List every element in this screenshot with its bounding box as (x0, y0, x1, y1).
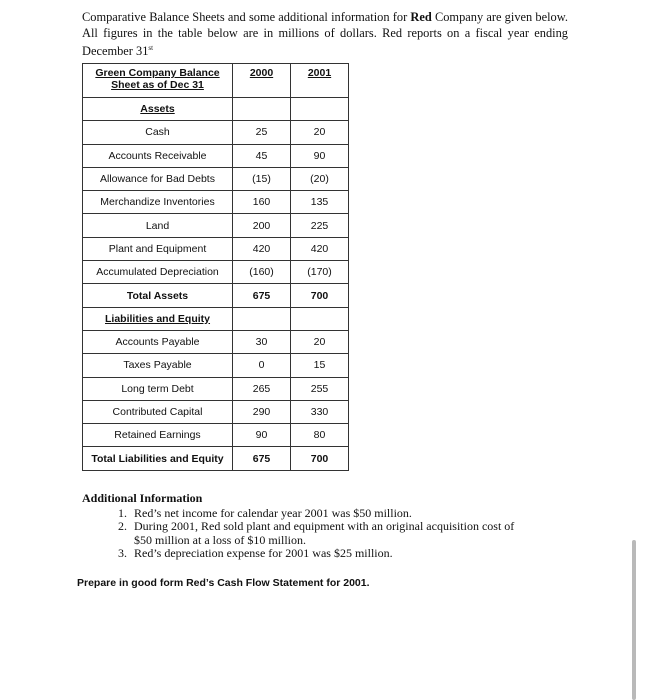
value-2000: 200 (233, 214, 291, 237)
value-2000: 265 (233, 377, 291, 400)
row-label: Long term Debt (83, 377, 233, 400)
intro-text-2: Company are given below. All figures in the table below are in millions of dollars. Red reports on a fiscal year ending December 31 (82, 10, 568, 59)
row-label: Cash (83, 121, 233, 144)
value-2000: 25 (233, 121, 291, 144)
row-label: Contributed Capital (83, 400, 233, 423)
total-liabilities-2001: 700 (291, 447, 349, 470)
value-2001: 330 (291, 400, 349, 423)
total-liabilities-label: Total Liabilities and Equity (83, 447, 233, 470)
empty-cell (233, 98, 291, 121)
table-header-row (83, 64, 349, 98)
asset-row (83, 261, 349, 284)
value-2001: 15 (291, 354, 349, 377)
value-2000: 420 (233, 237, 291, 260)
additional-item: 2. During 2001, Red sold plant and equipment with an original acquisition cost of $50 million at a loss of $10 million. (130, 520, 522, 547)
liabilities-rows (83, 330, 349, 446)
value-2001: (20) (291, 167, 349, 190)
scrollbar[interactable] (632, 540, 636, 700)
additional-item: 1. Red’s net income for calendar year 2001 was $50 million. (130, 507, 522, 521)
year-2001-header: 2001 (291, 64, 349, 98)
year-2000-header: 2000 (233, 64, 291, 98)
company-name: Red (410, 10, 432, 24)
asset-row (83, 214, 349, 237)
liability-row (83, 354, 349, 377)
total-assets-2001: 700 (291, 284, 349, 307)
value-2000: 160 (233, 191, 291, 214)
value-2000: 90 (233, 424, 291, 447)
value-2001: 225 (291, 214, 349, 237)
table-header-label: Green Company Balance Sheet as of Dec 31 (83, 64, 233, 98)
assets-heading-row (83, 98, 349, 121)
additional-list (82, 507, 522, 561)
liabilities-heading: Liabilities and Equity (105, 312, 211, 325)
value-2000: 0 (233, 354, 291, 377)
empty-cell (291, 307, 349, 330)
row-label: Taxes Payable (83, 354, 233, 377)
value-2001: (170) (291, 261, 349, 284)
value-2001: 20 (291, 330, 349, 353)
value-2001: 420 (291, 237, 349, 260)
intro-text-1: Comparative Balance Sheets and some additional information for (82, 10, 411, 24)
question-prompt: Prepare in good form Red’s Cash Flow Statement for 2001. (77, 577, 370, 589)
assets-rows (83, 121, 349, 284)
asset-row (83, 121, 349, 144)
total-liabilities-row (83, 447, 349, 470)
value-2001: 80 (291, 424, 349, 447)
row-label: Land (83, 214, 233, 237)
value-2001: 255 (291, 377, 349, 400)
row-label: Accumulated Depreciation (83, 261, 233, 284)
value-2001: 90 (291, 144, 349, 167)
liabilities-heading-cell (83, 307, 233, 330)
empty-cell (291, 98, 349, 121)
value-2000: (15) (233, 167, 291, 190)
value-2000: (160) (233, 261, 291, 284)
total-assets-label: Total Assets (83, 284, 233, 307)
empty-cell (233, 307, 291, 330)
asset-row (83, 191, 349, 214)
balance-sheet-table (82, 63, 349, 471)
row-label: Accounts Receivable (83, 144, 233, 167)
asset-row (83, 144, 349, 167)
value-2001: 20 (291, 121, 349, 144)
total-assets-row (83, 284, 349, 307)
row-label: Plant and Equipment (83, 237, 233, 260)
assets-heading: Assets (83, 98, 233, 121)
liability-row (83, 400, 349, 423)
liability-row (83, 377, 349, 400)
row-label: Allowance for Bad Debts (83, 167, 233, 190)
liability-row (83, 330, 349, 353)
value-2000: 290 (233, 400, 291, 423)
liabilities-heading-row (83, 307, 349, 330)
total-assets-2000: 675 (233, 284, 291, 307)
additional-title: Additional Information (82, 491, 203, 505)
total-liabilities-2000: 675 (233, 447, 291, 470)
row-label: Retained Earnings (83, 424, 233, 447)
row-label: Merchandize Inventories (83, 191, 233, 214)
asset-row (83, 237, 349, 260)
date-suffix: st (148, 44, 154, 52)
additional-item: 3. Red’s depreciation expense for 2001 was $25 million. (130, 547, 522, 561)
asset-row (83, 167, 349, 190)
additional-information (82, 492, 522, 561)
liability-row (83, 424, 349, 447)
value-2001: 135 (291, 191, 349, 214)
row-label: Accounts Payable (83, 330, 233, 353)
value-2000: 30 (233, 330, 291, 353)
intro-paragraph (82, 10, 568, 60)
value-2000: 45 (233, 144, 291, 167)
